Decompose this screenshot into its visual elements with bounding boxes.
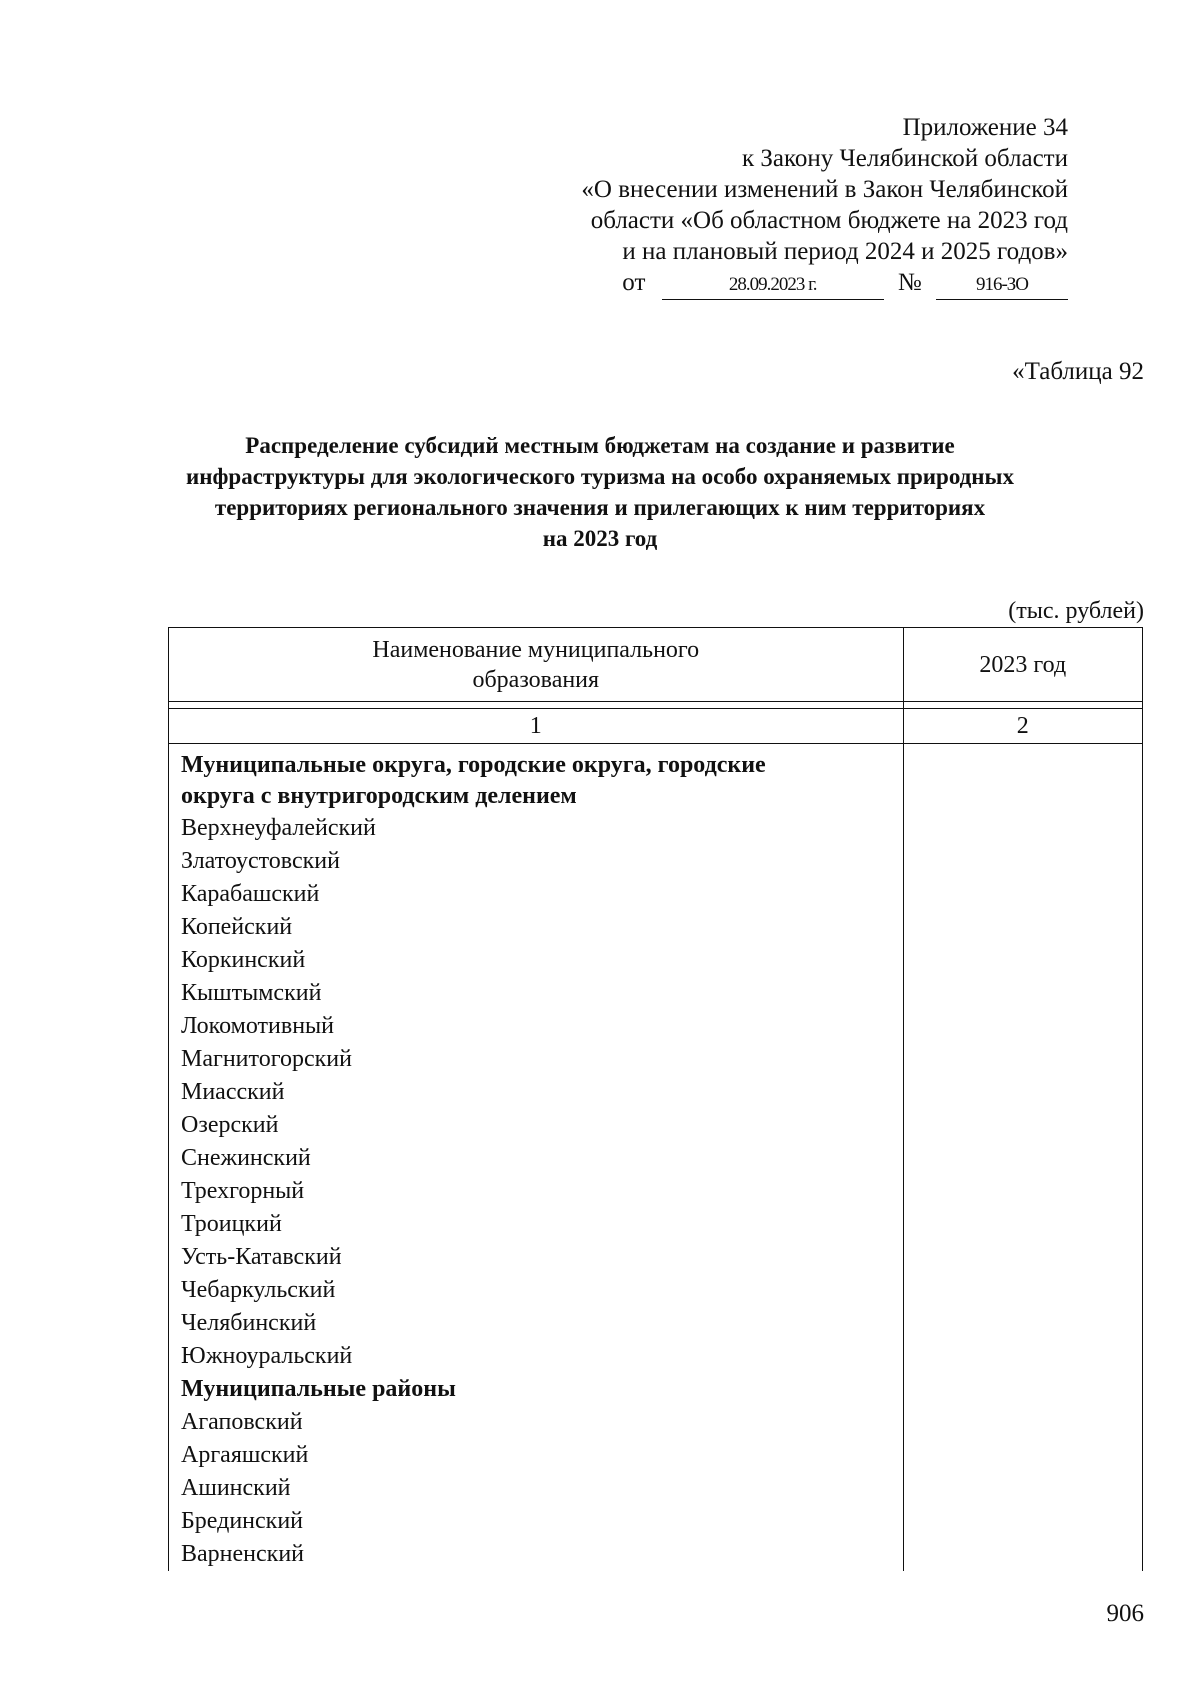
section-heading-rayony: Муниципальные районы — [181, 1376, 456, 1402]
column-header-name-line: образования — [472, 666, 600, 693]
column-number-2: 2 — [903, 709, 1142, 744]
law-date: 28.09.2023 г. — [662, 271, 884, 300]
appendix-header — [508, 112, 1068, 300]
table-row: Верхнеуфалейский — [181, 815, 376, 841]
table-row: Южноуральский — [181, 1343, 353, 1369]
appendix-line: «О внесении изменений в Закон Челябинской — [581, 176, 1068, 203]
table-label: «Таблица 92 — [1012, 358, 1144, 385]
law-signature-line — [508, 267, 1068, 300]
page-number: 906 — [1106, 1600, 1144, 1627]
table-row: Копейский — [181, 914, 293, 940]
title-line: Распределение субсидий местным бюджетам на создание и развитие — [245, 433, 955, 458]
section-heading-okruga: округа с внутригородским делением — [181, 783, 577, 809]
amount-column — [903, 744, 1142, 1572]
table-row: Варненский — [181, 1541, 304, 1567]
table-header-row — [169, 628, 1143, 702]
table-row: Агаповский — [181, 1409, 303, 1435]
table-row: Трехгорный — [181, 1178, 305, 1204]
table-row: Брединский — [181, 1508, 304, 1534]
title-line: территориях регионального значения и прилегающих к ним территориях — [214, 495, 986, 520]
table-row: Коркинский — [181, 947, 306, 973]
title-line: инфраструктуры для экологического туризма на особо охраняемых природных — [185, 464, 1015, 489]
appendix-line: Приложение 34 — [902, 114, 1068, 141]
column-header-name-line: Наименование муниципального — [372, 636, 700, 663]
appendix-line: области «Об областном бюджете на 2023 год — [590, 207, 1068, 234]
table-body — [169, 744, 1143, 1572]
table-row: Чебаркульский — [181, 1277, 336, 1303]
law-number: 916-ЗО — [936, 271, 1068, 300]
table-row: Ашинский — [181, 1475, 291, 1501]
table-row: Троицкий — [181, 1211, 282, 1237]
column-header-year: 2023 год — [903, 628, 1142, 702]
table-row: Миасский — [181, 1079, 285, 1105]
column-number-1: 1 — [169, 709, 904, 744]
table-row: Озерский — [181, 1112, 279, 1138]
section-heading-okruga: Муниципальные округа, городские округа, городские — [181, 752, 766, 778]
document-title — [140, 430, 1060, 554]
appendix-line: к Закону Челябинской области — [742, 145, 1068, 172]
table-row: Златоустовский — [181, 848, 340, 874]
table-row: Челябинский — [181, 1310, 317, 1336]
header-gap — [169, 702, 1143, 709]
from-label: от — [622, 269, 646, 296]
number-label: № — [897, 269, 922, 296]
table-row: Кыштымский — [181, 980, 322, 1006]
table-row: Локомотивный — [181, 1013, 335, 1039]
column-header-name — [169, 628, 904, 702]
table-row: Аргаяшский — [181, 1442, 309, 1468]
municipality-column — [169, 744, 904, 1572]
table-row: Карабашский — [181, 881, 320, 907]
title-line: на 2023 год — [542, 526, 658, 551]
units-label: (тыс. рублей) — [1008, 598, 1144, 624]
table-row: Усть-Катавский — [181, 1244, 342, 1270]
subsidy-table — [168, 627, 1143, 1571]
column-number-row — [169, 709, 1143, 744]
appendix-line: и на плановый период 2024 и 2025 годов» — [622, 238, 1068, 265]
table-row: Снежинский — [181, 1145, 311, 1171]
table-row: Магнитогорский — [181, 1046, 352, 1072]
